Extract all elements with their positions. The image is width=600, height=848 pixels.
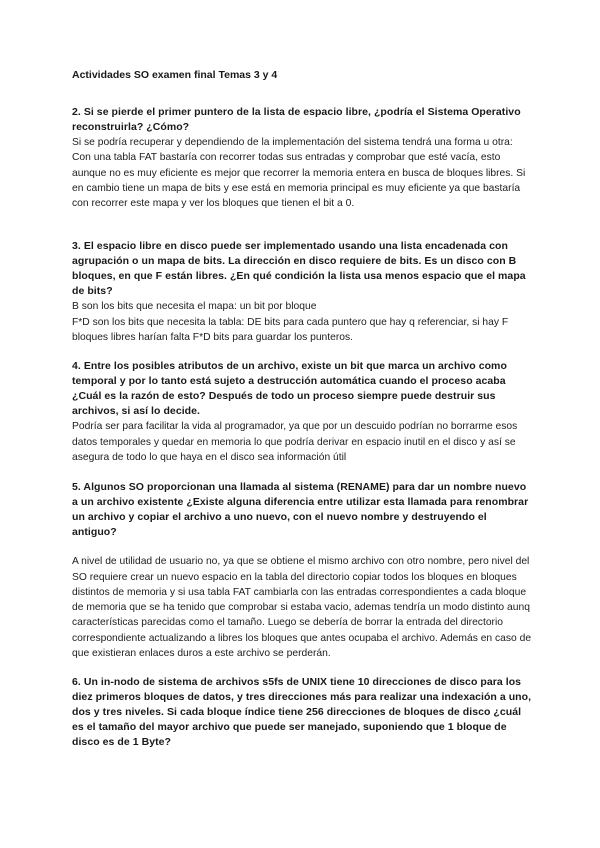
question-6: 6. Un in-nodo de sistema de archivos s5fs de UNIX tiene 10 direcciones de disco para los diez primeros bloques de datos, y tres direcciones más para realizar una indexación a uno, dos y tres niveles. Si cada bloque índice tiene 256 direcciones de bloques de disco ¿cuál es el tamaño del mayor archivo que puede ser manejado, suponiendo que 1 bloque de disco es de 1 Byte? [72, 676, 532, 749]
document-title: Actividades SO examen final Temas 3 y 4 [72, 69, 278, 81]
question-5: 5. Algunos SO proporcionan una llamada al sistema (RENAME) para dar un nombre nuevo a un archivo existente ¿Existe alguna diferencia entre utilizar esta llamada para renombrar un archivo y copiar el archivo a uno nuevo, con el nuevo nombre y destruyendo el antiguo? [72, 481, 529, 539]
question-section-4 [72, 359, 534, 465]
question-section-2 [72, 105, 534, 211]
question-section-3 [72, 239, 534, 345]
question-2: 2. Si se pierde el primer puntero de la lista de espacio libre, ¿podría el Sistema Operativo reconstruirla? ¿Cómo? [72, 106, 521, 133]
answer-3-line-1: B son los bits que necesita el mapa: un bit por bloque [72, 301, 317, 313]
question-3: 3. El espacio libre en disco puede ser implementado usando una lista encadenada con agrupación o un mapa de bits. La dirección en disco requiere de bits. Es un disco con B bloques, en que F están libres. ¿En qué condición la lista usa menos espacio que el mapa de bits? [72, 240, 526, 298]
question-section-5 [72, 480, 534, 661]
question-section-6 [72, 675, 534, 750]
answer-2: Si se podría recuperar y dependiendo de la implementación del sistema tendrá una forma u otra: Con una tabla FAT bastaría con recorrer todas sus entradas y comprobar que esté vacía, esto aunque no es muy eficiente es mejor que recorrer la memoria entera en busca de bloques libres. Si en cambio tiene un mapa de bits y ese está en memoria principal es muy eficiente ya que bastaría con recorrer este mapa y ver los bloques que tienen el bit a 0. [72, 137, 526, 210]
answer-5: A nivel de utilidad de usuario no, ya que se obtiene el mismo archivo con otro nombre, pero nivel del SO requiere crear un nuevo espacio en la tabla del directorio copiar todos los bloques en bloques distintos de memoria y si usa tabla FAT cambiarla con las entradas correspondientes a cada bloque de memoria que se ha tenido que comprobar si estaba vacio, ademas tendría un modo distinto aunq características parecidas como el tamaño. Luego se debería de borrar la entrada del directorio correspondiente actualizando a libres los bloques que antes ocupaba el archivo. Además en caso de que existieran enlaces duros a este archivo se perderán. [72, 556, 532, 660]
answer-4: Podría ser para facilitar la vida al programador, ya que por un descuido podrían no borrarme esos datos temporales y quedar en memoria lo que podría derivar en espacio inutil en el disco y así se asegura de todo lo que haya en el disco sea información útil [72, 421, 518, 463]
question-4: 4. Entre los posibles atributos de un archivo, existe un bit que marca un archivo como temporal y por lo tanto está sujeto a destrucción automática cuando el proceso acaba ¿Cuál es la razón de esto? Después de todo un proceso siempre puede destruir sus archivos, si así lo decide. [72, 360, 507, 418]
answer-3-line-2: F*D son los bits que necesita la tabla: DE bits para cada puntero que hay q referenciar, si hay F bloques libres harían falta F*D bits para guardar los punteros. [72, 316, 509, 344]
document-page [72, 68, 534, 750]
